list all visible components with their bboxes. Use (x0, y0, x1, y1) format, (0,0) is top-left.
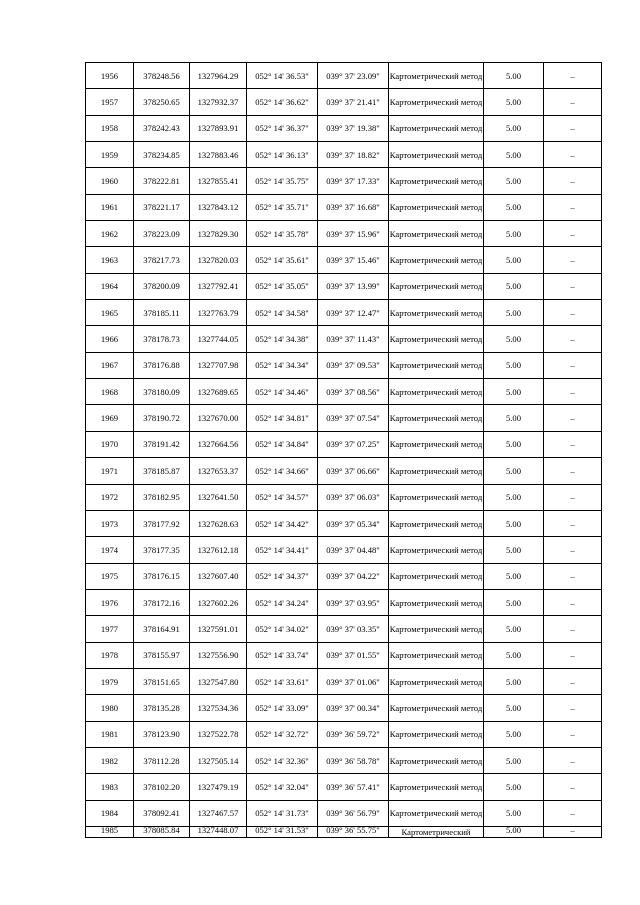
note-cell: – (544, 695, 602, 721)
x-coordinate-cell: 378191.42 (134, 431, 190, 457)
method-cell: Картометрический метод (389, 510, 484, 536)
note-cell: – (544, 221, 602, 247)
longitude-cell: 039° 37' 13.99" (318, 273, 389, 299)
method-cell: Картометрический метод (389, 379, 484, 405)
x-coordinate-cell: 378102.20 (134, 774, 190, 800)
accuracy-cell: 5.00 (484, 379, 544, 405)
longitude-cell: 039° 37' 09.53" (318, 352, 389, 378)
table-row (86, 800, 602, 826)
latitude-cell: 052° 14' 32.36" (247, 747, 318, 773)
y-coordinate-cell: 1327843.12 (190, 194, 247, 220)
method-cell: Картометрический метод (389, 668, 484, 694)
table-row (86, 695, 602, 721)
y-coordinate-cell: 1327664.56 (190, 431, 247, 457)
latitude-cell: 052° 14' 36.62" (247, 89, 318, 115)
note-cell: – (544, 273, 602, 299)
table-row (86, 826, 602, 837)
note-cell: – (544, 642, 602, 668)
note-cell: – (544, 89, 602, 115)
note-cell: – (544, 115, 602, 141)
x-coordinate-cell: 378185.11 (134, 300, 190, 326)
x-coordinate-cell: 378151.65 (134, 668, 190, 694)
x-coordinate-cell: 378222.81 (134, 168, 190, 194)
note-cell: – (544, 800, 602, 826)
longitude-cell: 039° 37' 04.22" (318, 563, 389, 589)
longitude-cell: 039° 37' 12.47" (318, 300, 389, 326)
x-coordinate-cell: 378112.28 (134, 747, 190, 773)
longitude-cell: 039° 36' 56.79" (318, 800, 389, 826)
y-coordinate-cell: 1327932.37 (190, 89, 247, 115)
method-cell: Картометрический метод (389, 247, 484, 273)
accuracy-cell: 5.00 (484, 721, 544, 747)
x-coordinate-cell: 378221.17 (134, 194, 190, 220)
longitude-cell: 039° 36' 57.41" (318, 774, 389, 800)
longitude-cell: 039° 37' 07.25" (318, 431, 389, 457)
x-coordinate-cell: 378135.28 (134, 695, 190, 721)
table-row (86, 247, 602, 273)
y-coordinate-cell: 1327744.05 (190, 326, 247, 352)
accuracy-cell: 5.00 (484, 774, 544, 800)
longitude-cell: 039° 37' 01.06" (318, 668, 389, 694)
x-coordinate-cell: 378185.87 (134, 458, 190, 484)
latitude-cell: 052° 14' 34.34" (247, 352, 318, 378)
note-cell: – (544, 537, 602, 563)
method-cell: Картометрический метод (389, 300, 484, 326)
method-cell: Картометрический метод (389, 168, 484, 194)
note-cell: – (544, 142, 602, 168)
note-cell: – (544, 510, 602, 536)
y-coordinate-cell: 1327522.78 (190, 721, 247, 747)
accuracy-cell: 5.00 (484, 405, 544, 431)
table-row (86, 194, 602, 220)
table-row (86, 563, 602, 589)
longitude-cell: 039° 37' 04.48" (318, 537, 389, 563)
point-number-cell: 1970 (86, 431, 134, 457)
latitude-cell: 052° 14' 35.78" (247, 221, 318, 247)
note-cell: – (544, 747, 602, 773)
latitude-cell: 052° 14' 36.13" (247, 142, 318, 168)
longitude-cell: 039° 37' 15.46" (318, 247, 389, 273)
latitude-cell: 052° 14' 36.37" (247, 115, 318, 141)
point-number-cell: 1976 (86, 589, 134, 615)
table-row (86, 63, 602, 89)
latitude-cell: 052° 14' 34.24" (247, 589, 318, 615)
accuracy-cell: 5.00 (484, 800, 544, 826)
y-coordinate-cell: 1327670.00 (190, 405, 247, 431)
note-cell: – (544, 616, 602, 642)
accuracy-cell: 5.00 (484, 484, 544, 510)
latitude-cell: 052° 14' 33.61" (247, 668, 318, 694)
method-cell: Картометрический метод (389, 642, 484, 668)
point-number-cell: 1967 (86, 352, 134, 378)
longitude-cell: 039° 36' 55.75" (318, 826, 389, 837)
accuracy-cell: 5.00 (484, 168, 544, 194)
y-coordinate-cell: 1327607.40 (190, 563, 247, 589)
latitude-cell: 052° 14' 31.73" (247, 800, 318, 826)
method-cell: Картометрический метод (389, 537, 484, 563)
latitude-cell: 052° 14' 34.38" (247, 326, 318, 352)
method-cell: Картометрический метод (389, 431, 484, 457)
method-cell: Картометрический метод (389, 326, 484, 352)
point-number-cell: 1958 (86, 115, 134, 141)
latitude-cell: 052° 14' 34.84" (247, 431, 318, 457)
point-number-cell: 1966 (86, 326, 134, 352)
longitude-cell: 039° 36' 59.72" (318, 721, 389, 747)
note-cell: – (544, 589, 602, 615)
table-row (86, 721, 602, 747)
x-coordinate-cell: 378242.43 (134, 115, 190, 141)
longitude-cell: 039° 37' 06.03" (318, 484, 389, 510)
longitude-cell: 039° 37' 17.33" (318, 168, 389, 194)
longitude-cell: 039° 37' 03.35" (318, 616, 389, 642)
point-number-cell: 1982 (86, 747, 134, 773)
method-cell: Картометрический метод (389, 115, 484, 141)
latitude-cell: 052° 14' 34.58" (247, 300, 318, 326)
point-number-cell: 1983 (86, 774, 134, 800)
method-cell: Картометрический метод (389, 484, 484, 510)
latitude-cell: 052° 14' 35.61" (247, 247, 318, 273)
accuracy-cell: 5.00 (484, 458, 544, 484)
point-number-cell: 1971 (86, 458, 134, 484)
note-cell: – (544, 563, 602, 589)
note-cell: – (544, 352, 602, 378)
method-cell: Картометрический метод (389, 352, 484, 378)
note-cell: – (544, 326, 602, 352)
latitude-cell: 052° 14' 35.05" (247, 273, 318, 299)
method-cell: Картометрический метод (389, 774, 484, 800)
x-coordinate-cell: 378217.73 (134, 247, 190, 273)
x-coordinate-cell: 378190.72 (134, 405, 190, 431)
method-cell: Картометрический метод (389, 142, 484, 168)
y-coordinate-cell: 1327883.46 (190, 142, 247, 168)
y-coordinate-cell: 1327855.41 (190, 168, 247, 194)
table-row (86, 431, 602, 457)
accuracy-cell: 5.00 (484, 747, 544, 773)
point-number-cell: 1957 (86, 89, 134, 115)
accuracy-cell: 5.00 (484, 537, 544, 563)
method-cell: Картометрический (389, 826, 484, 837)
x-coordinate-cell: 378248.56 (134, 63, 190, 89)
y-coordinate-cell: 1327505.14 (190, 747, 247, 773)
point-number-cell: 1960 (86, 168, 134, 194)
accuracy-cell: 5.00 (484, 431, 544, 457)
longitude-cell: 039° 37' 16.68" (318, 194, 389, 220)
point-number-cell: 1972 (86, 484, 134, 510)
method-cell: Картометрический метод (389, 616, 484, 642)
latitude-cell: 052° 14' 34.41" (247, 537, 318, 563)
latitude-cell: 052° 14' 34.66" (247, 458, 318, 484)
latitude-cell: 052° 14' 34.46" (247, 379, 318, 405)
accuracy-cell: 5.00 (484, 642, 544, 668)
table-row (86, 142, 602, 168)
note-cell: – (544, 826, 602, 837)
method-cell: Картометрический метод (389, 273, 484, 299)
latitude-cell: 052° 14' 32.04" (247, 774, 318, 800)
x-coordinate-cell: 378164.91 (134, 616, 190, 642)
y-coordinate-cell: 1327653.37 (190, 458, 247, 484)
point-number-cell: 1969 (86, 405, 134, 431)
point-number-cell: 1979 (86, 668, 134, 694)
accuracy-cell: 5.00 (484, 247, 544, 273)
method-cell: Картометрический метод (389, 800, 484, 826)
latitude-cell: 052° 14' 31.53" (247, 826, 318, 837)
note-cell: – (544, 484, 602, 510)
y-coordinate-cell: 1327689.65 (190, 379, 247, 405)
y-coordinate-cell: 1327534.36 (190, 695, 247, 721)
point-number-cell: 1968 (86, 379, 134, 405)
longitude-cell: 039° 37' 03.95" (318, 589, 389, 615)
point-number-cell: 1981 (86, 721, 134, 747)
note-cell: – (544, 458, 602, 484)
note-cell: – (544, 379, 602, 405)
x-coordinate-cell: 378177.35 (134, 537, 190, 563)
point-number-cell: 1973 (86, 510, 134, 536)
table-row (86, 510, 602, 536)
accuracy-cell: 5.00 (484, 589, 544, 615)
note-cell: – (544, 247, 602, 273)
accuracy-cell: 5.00 (484, 300, 544, 326)
accuracy-cell: 5.00 (484, 63, 544, 89)
method-cell: Картометрический метод (389, 747, 484, 773)
table-row (86, 89, 602, 115)
accuracy-cell: 5.00 (484, 89, 544, 115)
table-row (86, 352, 602, 378)
point-number-cell: 1974 (86, 537, 134, 563)
latitude-cell: 052° 14' 34.42" (247, 510, 318, 536)
accuracy-cell: 5.00 (484, 352, 544, 378)
table-row (86, 616, 602, 642)
longitude-cell: 039° 37' 23.09" (318, 63, 389, 89)
point-number-cell: 1963 (86, 247, 134, 273)
point-number-cell: 1961 (86, 194, 134, 220)
latitude-cell: 052° 14' 33.09" (247, 695, 318, 721)
longitude-cell: 039° 37' 19.38" (318, 115, 389, 141)
x-coordinate-cell: 378123.90 (134, 721, 190, 747)
longitude-cell: 039° 37' 11.43" (318, 326, 389, 352)
y-coordinate-cell: 1327829.30 (190, 221, 247, 247)
table-row (86, 642, 602, 668)
coordinates-table (85, 62, 602, 838)
y-coordinate-cell: 1327792.41 (190, 273, 247, 299)
latitude-cell: 052° 14' 34.02" (247, 616, 318, 642)
latitude-cell: 052° 14' 36.53" (247, 63, 318, 89)
x-coordinate-cell: 378176.88 (134, 352, 190, 378)
note-cell: – (544, 431, 602, 457)
table-row (86, 168, 602, 194)
table-body (86, 63, 602, 838)
table-row (86, 747, 602, 773)
method-cell: Картометрический метод (389, 405, 484, 431)
longitude-cell: 039° 37' 06.66" (318, 458, 389, 484)
y-coordinate-cell: 1327964.29 (190, 63, 247, 89)
table-row (86, 668, 602, 694)
point-number-cell: 1964 (86, 273, 134, 299)
note-cell: – (544, 774, 602, 800)
method-cell: Картометрический метод (389, 695, 484, 721)
table-row (86, 300, 602, 326)
y-coordinate-cell: 1327467.57 (190, 800, 247, 826)
point-number-cell: 1956 (86, 63, 134, 89)
note-cell: – (544, 194, 602, 220)
note-cell: – (544, 721, 602, 747)
method-cell: Картометрический метод (389, 589, 484, 615)
accuracy-cell: 5.00 (484, 826, 544, 837)
note-cell: – (544, 300, 602, 326)
longitude-cell: 039° 37' 00.34" (318, 695, 389, 721)
longitude-cell: 039° 37' 01.55" (318, 642, 389, 668)
y-coordinate-cell: 1327448.07 (190, 826, 247, 837)
accuracy-cell: 5.00 (484, 563, 544, 589)
x-coordinate-cell: 378234.85 (134, 142, 190, 168)
point-number-cell: 1984 (86, 800, 134, 826)
note-cell: – (544, 668, 602, 694)
accuracy-cell: 5.00 (484, 142, 544, 168)
method-cell: Картометрический метод (389, 721, 484, 747)
longitude-cell: 039° 36' 58.78" (318, 747, 389, 773)
accuracy-cell: 5.00 (484, 273, 544, 299)
accuracy-cell: 5.00 (484, 510, 544, 536)
table-row (86, 326, 602, 352)
x-coordinate-cell: 378085.84 (134, 826, 190, 837)
latitude-cell: 052° 14' 34.81" (247, 405, 318, 431)
method-cell: Картометрический метод (389, 563, 484, 589)
y-coordinate-cell: 1327612.18 (190, 537, 247, 563)
longitude-cell: 039° 37' 18.82" (318, 142, 389, 168)
accuracy-cell: 5.00 (484, 221, 544, 247)
y-coordinate-cell: 1327602.26 (190, 589, 247, 615)
y-coordinate-cell: 1327893.91 (190, 115, 247, 141)
accuracy-cell: 5.00 (484, 194, 544, 220)
point-number-cell: 1985 (86, 826, 134, 837)
y-coordinate-cell: 1327556.90 (190, 642, 247, 668)
point-number-cell: 1962 (86, 221, 134, 247)
method-cell: Картометрический метод (389, 221, 484, 247)
table-row (86, 484, 602, 510)
method-cell: Картометрический метод (389, 89, 484, 115)
table-row (86, 537, 602, 563)
latitude-cell: 052° 14' 33.74" (247, 642, 318, 668)
accuracy-cell: 5.00 (484, 115, 544, 141)
point-number-cell: 1977 (86, 616, 134, 642)
point-number-cell: 1975 (86, 563, 134, 589)
latitude-cell: 052° 14' 34.57" (247, 484, 318, 510)
note-cell: – (544, 405, 602, 431)
longitude-cell: 039° 37' 07.54" (318, 405, 389, 431)
y-coordinate-cell: 1327479.19 (190, 774, 247, 800)
note-cell: – (544, 168, 602, 194)
y-coordinate-cell: 1327707.98 (190, 352, 247, 378)
note-cell: – (544, 63, 602, 89)
y-coordinate-cell: 1327591.01 (190, 616, 247, 642)
y-coordinate-cell: 1327547.80 (190, 668, 247, 694)
latitude-cell: 052° 14' 35.71" (247, 194, 318, 220)
accuracy-cell: 5.00 (484, 695, 544, 721)
table-row (86, 273, 602, 299)
table-row (86, 115, 602, 141)
method-cell: Картометрический метод (389, 194, 484, 220)
longitude-cell: 039° 37' 15.96" (318, 221, 389, 247)
x-coordinate-cell: 378200.09 (134, 273, 190, 299)
accuracy-cell: 5.00 (484, 668, 544, 694)
table-row (86, 589, 602, 615)
accuracy-cell: 5.00 (484, 616, 544, 642)
x-coordinate-cell: 378223.09 (134, 221, 190, 247)
x-coordinate-cell: 378155.97 (134, 642, 190, 668)
point-number-cell: 1978 (86, 642, 134, 668)
y-coordinate-cell: 1327641.50 (190, 484, 247, 510)
longitude-cell: 039° 37' 21.41" (318, 89, 389, 115)
longitude-cell: 039° 37' 05.34" (318, 510, 389, 536)
method-cell: Картометрический метод (389, 63, 484, 89)
y-coordinate-cell: 1327820.03 (190, 247, 247, 273)
point-number-cell: 1959 (86, 142, 134, 168)
point-number-cell: 1980 (86, 695, 134, 721)
y-coordinate-cell: 1327763.79 (190, 300, 247, 326)
latitude-cell: 052° 14' 34.37" (247, 563, 318, 589)
x-coordinate-cell: 378180.09 (134, 379, 190, 405)
x-coordinate-cell: 378177.92 (134, 510, 190, 536)
x-coordinate-cell: 378178.73 (134, 326, 190, 352)
table-row (86, 379, 602, 405)
latitude-cell: 052° 14' 35.75" (247, 168, 318, 194)
table-row (86, 405, 602, 431)
x-coordinate-cell: 378182.95 (134, 484, 190, 510)
table-row (86, 458, 602, 484)
accuracy-cell: 5.00 (484, 326, 544, 352)
x-coordinate-cell: 378092.41 (134, 800, 190, 826)
longitude-cell: 039° 37' 08.56" (318, 379, 389, 405)
x-coordinate-cell: 378172.16 (134, 589, 190, 615)
y-coordinate-cell: 1327628.63 (190, 510, 247, 536)
point-number-cell: 1965 (86, 300, 134, 326)
x-coordinate-cell: 378250.65 (134, 89, 190, 115)
latitude-cell: 052° 14' 32.72" (247, 721, 318, 747)
x-coordinate-cell: 378176.15 (134, 563, 190, 589)
table-row (86, 774, 602, 800)
method-cell: Картометрический метод (389, 458, 484, 484)
table-row (86, 221, 602, 247)
